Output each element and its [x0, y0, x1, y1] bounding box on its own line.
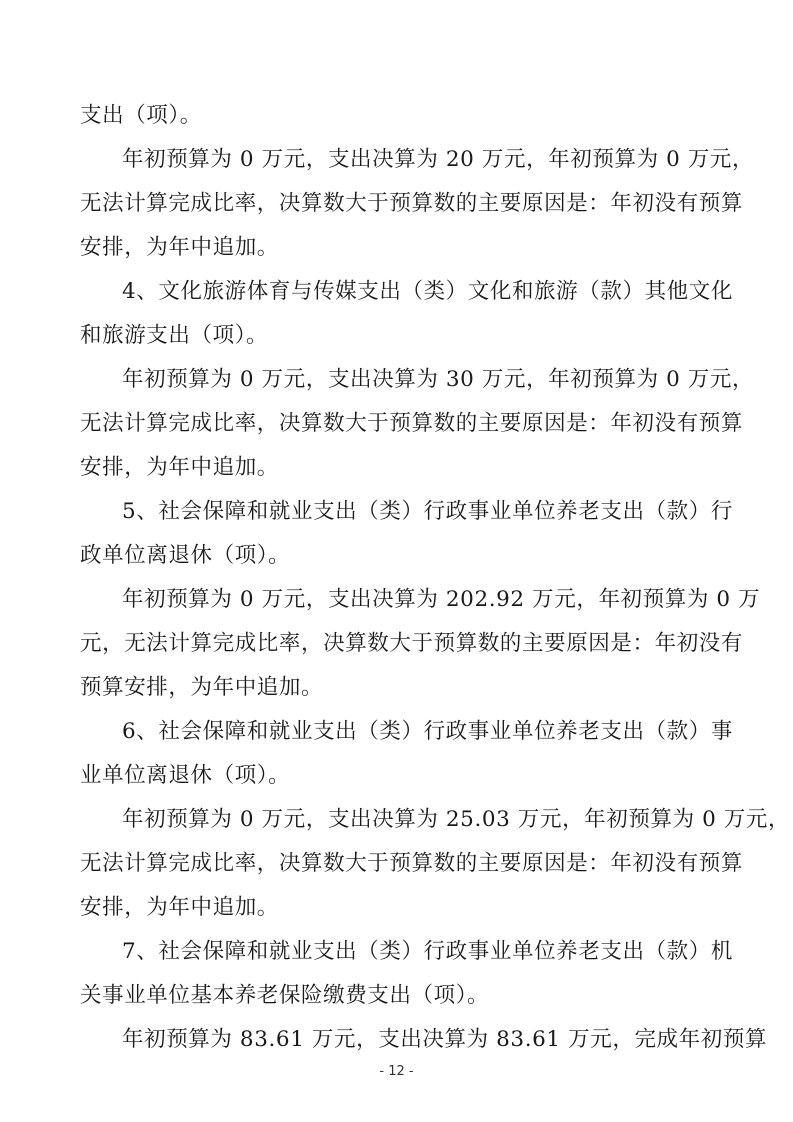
text-line-16: 业单位离退休（项）。 — [80, 763, 291, 788]
text-line-22: 年初预算为 83.61 万元，支出决算为 83.61 万元，完成年初预算 — [122, 1027, 768, 1052]
text-line-13: 元，无法计算完成比率，决算数大于预算数的主要原因是：年初没有 — [80, 631, 744, 656]
text-line-19: 安排，为年中追加。 — [80, 895, 279, 920]
text-line-15: 6、社会保障和就业支出（类）行政事业单位养老支出（款）事 — [122, 719, 733, 744]
text-line-6: 和旅游支出（项）。 — [80, 323, 269, 348]
text-line-12: 年初预算为 0 万元，支出决算为 202.92 万元，年初预算为 0 万 — [122, 587, 761, 612]
page-number: - 12 - — [379, 1064, 414, 1079]
text-line-18: 无法计算完成比率，决算数大于预算数的主要原因是：年初没有预算 — [80, 851, 744, 876]
text-line-8: 无法计算完成比率，决算数大于预算数的主要原因是：年初没有预算 — [80, 411, 744, 436]
text-line-11: 政单位离退休（项）。 — [80, 543, 291, 568]
text-line-3: 无法计算完成比率，决算数大于预算数的主要原因是：年初没有预算 — [80, 191, 744, 216]
text-line-2: 年初预算为 0 万元，支出决算为 20 万元，年初预算为 0 万元， — [122, 147, 755, 172]
text-line-21: 关事业单位基本养老保险缴费支出（项）。 — [80, 983, 490, 1008]
text-line-7: 年初预算为 0 万元，支出决算为 30 万元，年初预算为 0 万元， — [122, 367, 755, 392]
text-line-10: 5、社会保障和就业支出（类）行政事业单位养老支出（款）行 — [122, 499, 733, 524]
text-line-17: 年初预算为 0 万元，支出决算为 25.03 万元，年初预算为 0 万元， — [122, 807, 791, 832]
text-line-4: 安排，为年中追加。 — [80, 235, 279, 260]
text-line-9: 安排，为年中追加。 — [80, 455, 279, 480]
text-line-14: 预算安排，为年中追加。 — [80, 675, 324, 700]
text-line-1: 支出（项）。 — [80, 103, 202, 128]
text-line-5: 4、文化旅游体育与传媒支出（类）文化和旅游（款）其他文化 — [122, 279, 733, 304]
text-line-20: 7、社会保障和就业支出（类）行政事业单位养老支出（款）机 — [122, 939, 733, 964]
